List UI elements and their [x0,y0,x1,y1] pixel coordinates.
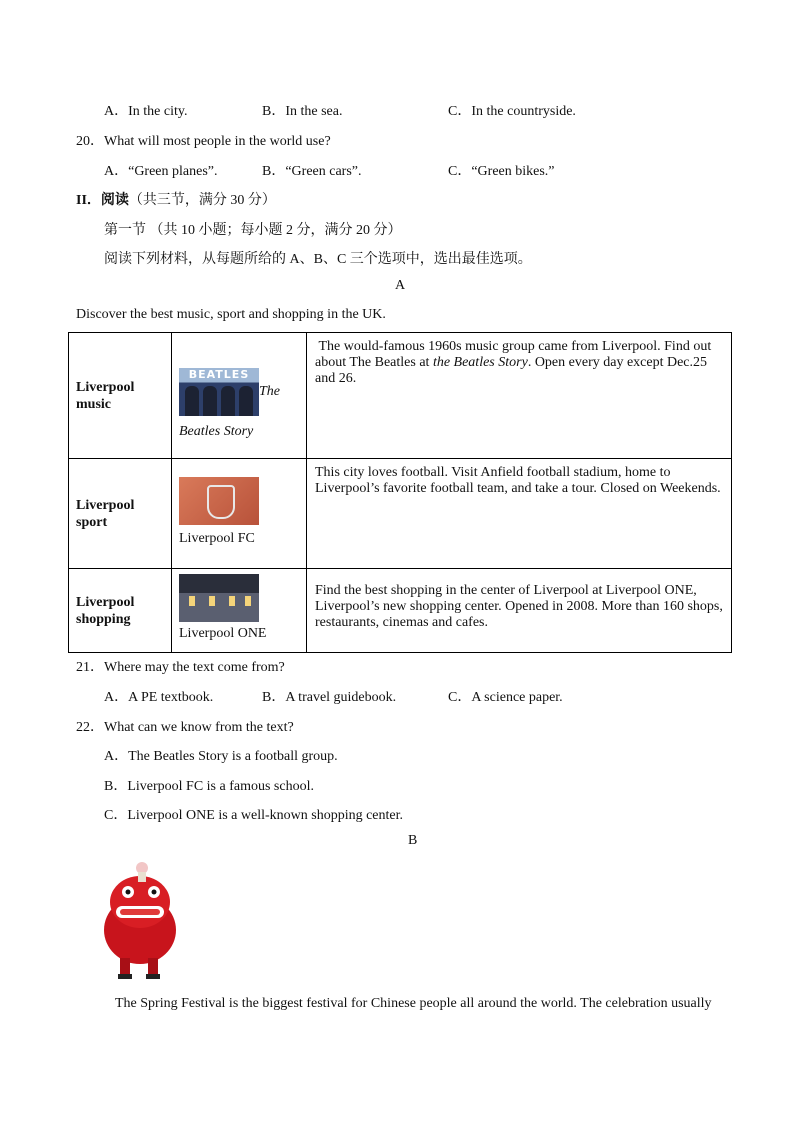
part1-label: 第一节 （共 10 小题；每小题 2 分，满分 20 分） [104,223,402,238]
q20-option-a: A．“Green planes”. [104,164,218,179]
instructions: 阅读下列材料，从每题所给的 A、B、C 三个选项中，选出最佳选项。 [104,252,532,267]
description-music [307,333,732,459]
description-shopping: Find the best shopping in the center of Liverpool at Liverpool ONE, Liverpool’s new shopping center. Opened in 2008. More than 160 shops, restaurants, cinemas and cafes. [307,569,732,653]
q21-option-a: A．A PE textbook. [104,690,214,705]
passage-a-letter: A [395,278,406,293]
q20-question: 20．What will most people in the world use? [76,134,331,149]
section-heading-bold: II．阅读 [76,193,129,208]
category-shopping: Liverpool shopping [69,569,172,653]
q19-option-a: A．In the city. [104,104,188,119]
q19-option-c: C．In the countryside. [448,104,576,119]
caption-music: Beatles Story [179,423,254,439]
q22-option-b: B．Liverpool FC is a famous school. [104,779,314,794]
description-music-italic: the Beatles Story [432,355,528,370]
passage-b-text: The Spring Festival is the biggest festival for Chinese people all around the world. The celebration usually [115,996,712,1011]
liverpool-table [68,332,732,653]
passage-b-letter: B [408,833,418,848]
q22-option-a: A．The Beatles Story is a football group. [104,749,338,764]
section-heading-rest: （共三节，满分 30 分） [128,193,276,208]
lion-dance-icon [98,858,182,980]
beatles-photo: BEATLES [179,368,259,416]
section-heading [76,189,276,209]
q21-question: 21．Where may the text come from? [76,660,285,675]
category-sport: Liverpool sport [69,459,172,569]
description-sport: This city loves football. Visit Anfield football stadium, home to Liverpool’s favorite football team, and take a tour. Closed on Weekends. [307,459,732,569]
table-row-sport [69,459,732,569]
image-cell-music [172,333,307,459]
passage-a-intro: Discover the best music, sport and shopping in the UK. [76,307,386,322]
caption-music-pre: The [259,383,280,399]
description-music-1: The would-famous 1960s music group came from Liverpool. Find out about The Beatles at [315,339,712,370]
image-cell-shopping [172,569,307,653]
q19-option-b: B．In the sea. [262,104,343,119]
table-row-shopping [69,569,732,653]
liverpool-fc-crest [179,477,259,525]
shopping-center-photo [179,574,259,622]
q22-question: 22．What can we know from the text? [76,720,294,735]
q20-option-c: C．“Green bikes.” [448,164,555,179]
image-cell-sport [172,459,307,569]
description-music-2: . Open every day except Dec.25 and 26. [315,355,708,386]
q21-option-c: C．A science paper. [448,690,563,705]
table-row-music [69,333,732,459]
q22-option-c: C．Liverpool ONE is a well-known shopping center. [104,808,404,823]
category-music: Liverpool music [69,333,172,459]
q20-option-b: B．“Green cars”. [262,164,362,179]
caption-shopping: Liverpool ONE [179,626,267,641]
caption-sport: Liverpool FC [179,531,255,546]
q21-option-b: B．A travel guidebook. [262,690,397,705]
